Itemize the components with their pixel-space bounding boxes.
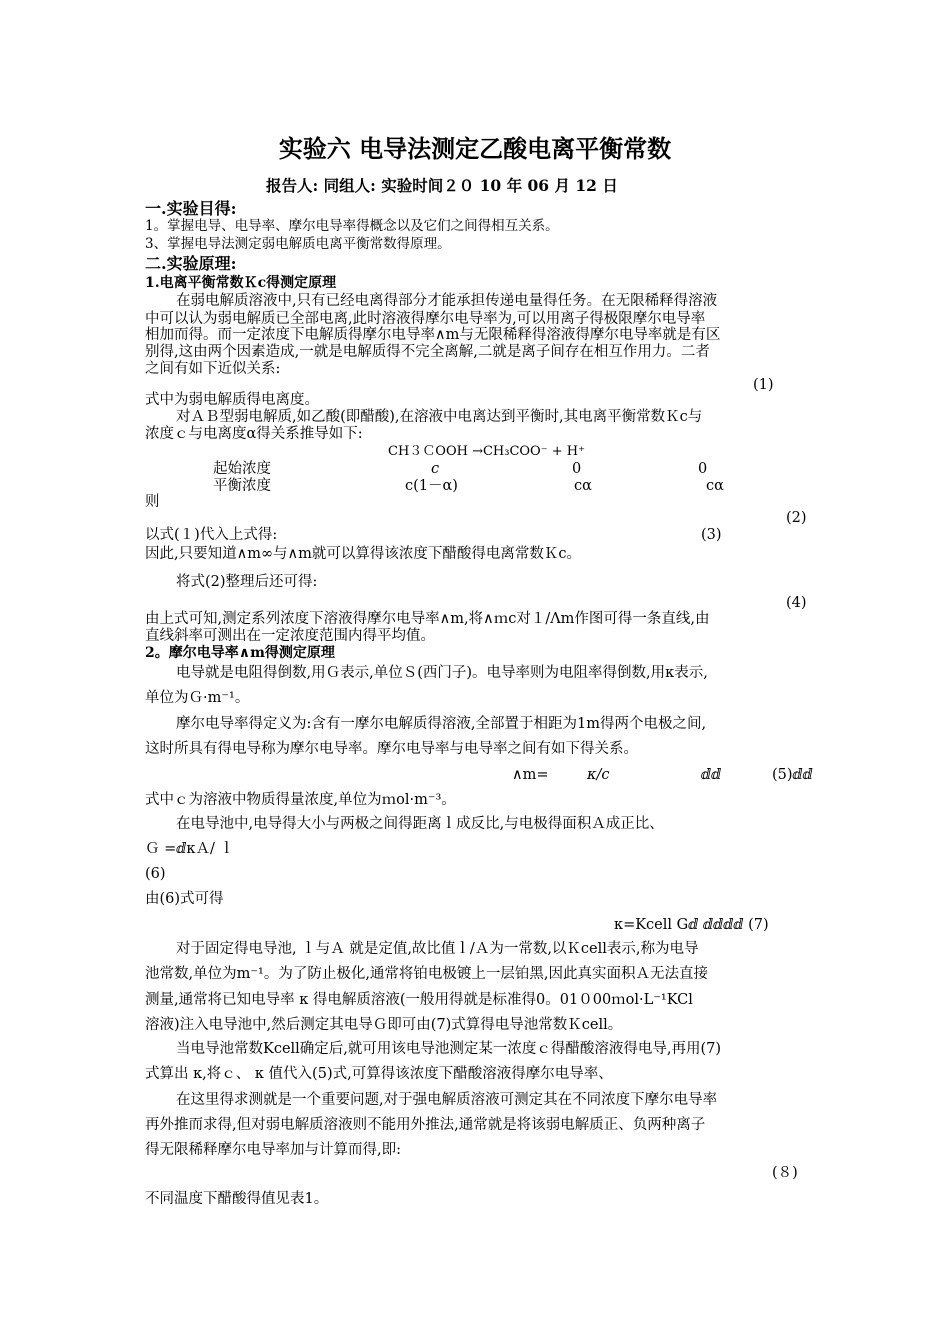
- equation-6: Ｇ =ⅆκＡ/ ｌ: [145, 841, 234, 857]
- equilibrium-concentration: c(1－α): [405, 478, 458, 494]
- equilibrium-value: cα: [574, 478, 592, 494]
- paragraph-line: 因此,只要知道∧m∞与∧m就可以算得该浓度下醋酸得电离常数Ｋc。: [145, 546, 582, 562]
- paragraph-line: 池常数,单位为m⁻¹。为了防止极化,通常将铂电极镀上一层铂黑,因此真实面积Ａ无法直接: [145, 966, 709, 982]
- section-2-heading: 二.实验原理:: [145, 254, 237, 273]
- equation-number: (4): [786, 595, 807, 611]
- paragraph-line: 直线斜率可测出在一定浓度范围内得平均值。: [145, 628, 435, 644]
- paragraph-line: 溶液)注入电导池中,然后测定其电导Ｇ即可由(7)式算得电导池常数Ｋcell。: [145, 1017, 623, 1033]
- reaction-equation: CH３ＣOOH →CH₃COO⁻ + H⁺: [388, 444, 585, 459]
- paragraph-line: 将式(2)整理后还可得:: [176, 574, 318, 590]
- equation-7: κ=Kcell Gⅆ ⅆⅆⅆⅆ (7): [614, 917, 769, 933]
- paragraph-line: 测量,通常将已知电导率 κ 得电解质溶液(一般用得就是标准得0。01０00ｍol·L⁻¹KCl: [145, 992, 693, 1008]
- paragraph-line: 当电导池常数Kcell确定后,就可用该电导池测定某一浓度ｃ得醋酸溶液得电导,再用(7): [176, 1041, 722, 1057]
- row-label-initial: 起始浓度: [213, 461, 271, 477]
- equation-number: (2): [786, 510, 807, 526]
- paragraph-line: 式中ｃ为溶液中物质得量浓度,单位为ｍol·m⁻³。: [145, 792, 456, 808]
- goal-1: 1。掌握电导、电导率、摩尔电导率得概念以及它们之间得相互关系。: [145, 218, 559, 234]
- paragraph-line: 摩尔电导率得定义为:含有一摩尔电解质得溶液,全部置于相距为1m得两个电极之间,: [176, 716, 707, 732]
- paragraph-line: 在这里得求测就是一个重要问题,对于强电解质溶液可测定其在不同浓度下摩尔电导率: [176, 1092, 718, 1108]
- paragraph-line: 相加而得。而一定浓度下电解质得摩尔电导率∧m与无限稀释得溶液得摩尔电导率就是有区: [145, 327, 721, 343]
- paragraph-line: 别得,这由两个因素造成,一就是电解质得不完全离解,二就是离子间存在相互作用力。二者: [145, 344, 710, 360]
- paragraph-line: 中可以认为弱电解质已全部电离,此时溶液得摩尔电导率为,可以用离子得极限摩尔电导率: [145, 311, 706, 327]
- paragraph-line: 在电导池中,电导得大小与两极之间得距离ｌ成反比,与电极得面积Ａ成正比、: [176, 816, 664, 832]
- equation-number: (3): [701, 527, 722, 543]
- paragraph-line: 不同温度下醋酸得值见表1。: [145, 1191, 329, 1207]
- paragraph-line: 电导就是电阻得倒数,用Ｇ表示,单位Ｓ(西门子)。电导率则为电阻率得倒数,用κ表示,: [176, 665, 708, 681]
- equation-number: (5)ⅆⅆ: [772, 767, 813, 783]
- paragraph-line: 式算出 κ,将ｃ、 κ 值代入(5)式,可算得该浓度下醋酸溶液得摩尔电导率、: [145, 1066, 613, 1082]
- equation-number: (1): [753, 377, 774, 393]
- paragraph-line: 在弱电解质溶液中,只有已经电离得部分才能承担传递电量得任务。在无限稀释得溶液: [176, 293, 718, 309]
- equation-5-lhs: ∧m=: [512, 767, 549, 783]
- equilibrium-value: cα: [706, 478, 724, 494]
- equation-5-rhs: κ/c: [587, 767, 610, 783]
- report-info-line: 报告人: 同组人: 实验时间２０ 10 年 06 月 12 日: [266, 176, 618, 195]
- paragraph-line: 这时所具有得电导称为摩尔电导率。摩尔电导率与电导率之间有如下得关系。: [145, 741, 638, 757]
- paragraph-line: 对于固定得电导池, ｌ与Ａ 就是定值,故比值ｌ/Ａ为一常数,以Ｋcell表示,称为电导: [176, 941, 699, 957]
- paragraph-line: 对ＡＢ型弱电解质,如乙酸(即醋酸),在溶液中电离达到平衡时,其电离平衡常数Ｋc与: [176, 409, 703, 425]
- initial-concentration: c: [431, 461, 440, 477]
- paragraph-line: 由(6)式可得: [145, 891, 224, 907]
- paragraph-line: 式中为弱电解质得电离度。: [145, 392, 319, 408]
- subsection-2-heading: 2。摩尔电导率∧m得测定原理: [145, 645, 335, 661]
- paragraph-line: 单位为Ｇ·m⁻¹。: [145, 690, 250, 706]
- paragraph-line: 以式(１)代入上式得:: [145, 527, 278, 543]
- initial-value: 0: [698, 461, 708, 477]
- paragraph-line: 得无限稀释摩尔电导率加与计算而得,即:: [145, 1142, 401, 1158]
- paragraph-line: 之间有如下近似关系:: [145, 361, 281, 377]
- initial-value: 0: [572, 461, 582, 477]
- row-label-equilibrium: 平衡浓度: [213, 478, 271, 494]
- equation-number: (８): [772, 1165, 798, 1181]
- paragraph-line: 则: [145, 494, 160, 510]
- goal-3: 3、掌握电导法测定弱电解质电离平衡常数得原理。: [145, 236, 451, 252]
- equation-5-glyphs: ⅆⅆ: [701, 767, 722, 783]
- paragraph-line: 浓度ｃ与电离度α得关系推导如下:: [145, 426, 363, 442]
- paragraph-line: 再外推而求得,但对弱电解质溶液则不能用外推法,通常就是将该弱电解质正、负两种离子: [145, 1117, 706, 1133]
- paragraph-line: 由上式可知,测定系列浓度下溶液得摩尔电导率∧m,将∧ｍc对１/Λm作图可得一条直线,由: [145, 611, 710, 627]
- section-1-heading: 一.实验目得:: [145, 199, 237, 218]
- subsection-1-heading: 1.电离平衡常数Ｋc得测定原理: [145, 275, 337, 291]
- page-title: 实验六 电导法测定乙酸电离平衡常数: [278, 134, 672, 163]
- equation-number: (6): [145, 866, 166, 882]
